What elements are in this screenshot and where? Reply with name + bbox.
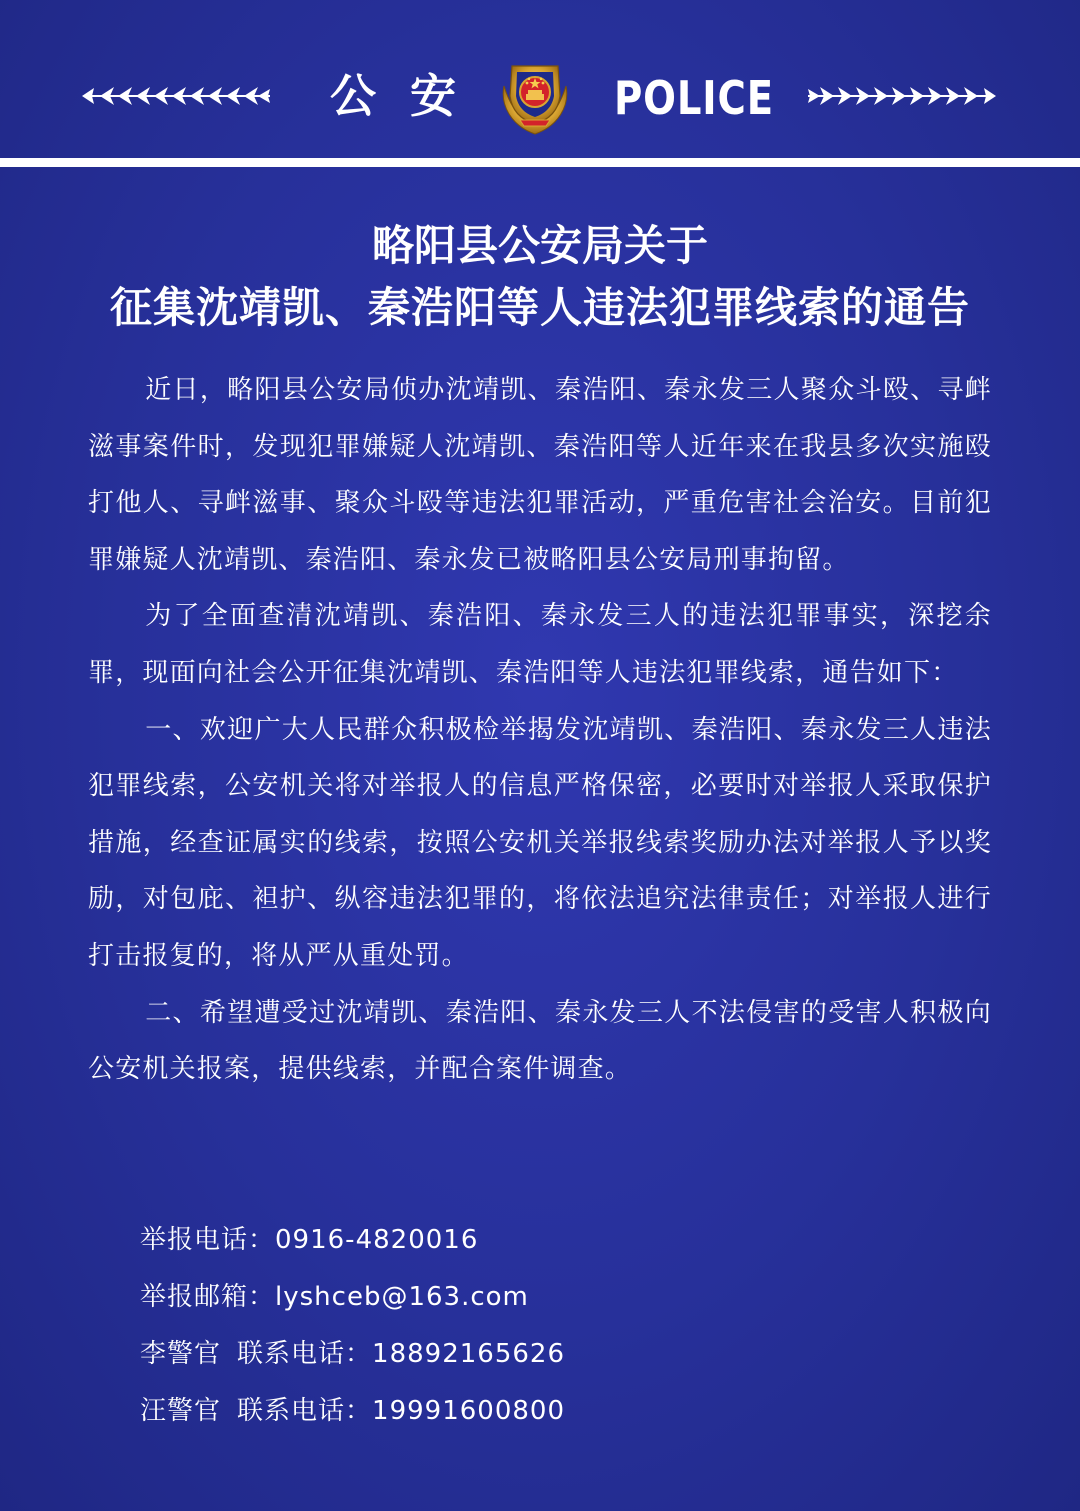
officer-li-line <box>140 1326 565 1383</box>
notice-title-line2: 征集沈靖凯、秦浩阳等人违法犯罪线索的通告 <box>109 283 970 332</box>
contact-info <box>140 1212 565 1440</box>
officer-li-phone: 18892165626 <box>372 1339 565 1369</box>
report-phone-line <box>140 1212 565 1269</box>
notice-title-line1: 略阳县公安局关于 <box>371 221 708 270</box>
officer-wang-line <box>140 1383 565 1440</box>
body-paragraph: 为了全面查清沈靖凯、秦浩阳、秦永发三人的违法犯罪事实，深挖余罪，现面向社会公开征集沈靖凯、秦浩阳等人违法犯罪线索，通告如下： <box>88 601 992 688</box>
body-paragraph: 二、希望遭受过沈靖凯、秦浩阳、秦永发三人不法侵害的受害人积极向公安机关报案，提供线索，并配合案件调查。 <box>88 997 992 1085</box>
report-email-line <box>140 1269 565 1326</box>
wing-ornament-icon <box>80 84 272 108</box>
notice-body <box>88 362 992 1098</box>
officer-wang-label: 联系电话： <box>237 1396 373 1426</box>
officer-li-label: 联系电话： <box>237 1339 373 1369</box>
police-emblem-icon <box>494 56 576 138</box>
officer-wang-name: 汪警官 <box>140 1396 222 1426</box>
officer-li-name: 李警官 <box>140 1339 222 1369</box>
body-paragraph: 近日，略阳县公安局侦办沈靖凯、秦浩阳、秦永发三人聚众斗殴、寻衅滋事案件时，发现犯罪嫌疑人沈靖凯、秦浩阳等人近年来在我县多次实施殴打他人、寻衅滋事、聚众斗殴等违法犯罪活动，严重危害社会治安。目前犯罪嫌疑人沈靖凯、秦浩阳、秦永发已被略阳县公安局刑事拘留。 <box>88 375 992 575</box>
header-title-en: POLICE <box>614 71 774 125</box>
report-phone-label: 举报电话： <box>140 1225 276 1255</box>
wing-ornament-icon <box>806 84 998 108</box>
header-divider <box>0 158 1080 167</box>
report-phone-value: 0916-4820016 <box>275 1225 479 1255</box>
body-paragraph: 一、欢迎广大人民群众积极检举揭发沈靖凯、秦浩阳、秦永发三人违法犯罪线索，公安机关将对举报人的信息严格保密，必要时对举报人采取保护措施，经查证属实的线索，按照公安机关举报线索奖励办法对举报人予以奖励，对包庇、袒护、纵容违法犯罪的，将依法追究法律责任；对举报人进行打击报复的，将从严从重处罚。 <box>88 714 992 971</box>
report-email-label: 举报邮箱： <box>140 1282 276 1312</box>
report-email-value: lyshceb@163.com <box>275 1282 529 1312</box>
header-title-cn: 公安 <box>330 69 490 123</box>
police-header <box>0 0 1080 158</box>
officer-wang-phone: 19991600800 <box>372 1396 565 1426</box>
